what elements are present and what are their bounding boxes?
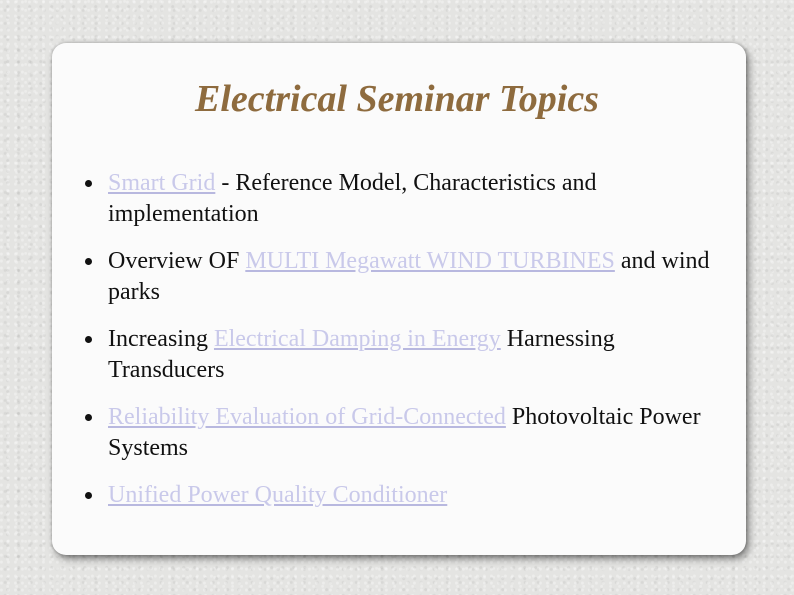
bullet-item-wind-turbines	[88, 246, 728, 308]
bullet-text: - Reference Model, Characteristics and implementation	[108, 170, 597, 227]
link-electrical-damping[interactable]: Electrical Damping in Energy	[213, 326, 501, 352]
bullet-item-upqc	[88, 480, 728, 511]
link-wind-turbines[interactable]: MULTI Megawatt WIND TURBINES	[245, 248, 615, 274]
bullet-item-smart-grid	[88, 168, 728, 230]
bullet-text-after: Harnessing Transducers	[108, 326, 615, 383]
bullet-list	[88, 168, 728, 527]
bullet-item-reliability	[88, 402, 728, 464]
bullet-item-electrical-damping	[88, 324, 728, 386]
bullet-dot-icon	[85, 180, 92, 187]
link-unified-power-quality[interactable]: Unified Power Quality Conditioner	[108, 482, 448, 508]
bullet-dot-icon	[85, 414, 92, 421]
bullet-text-before: Increasing	[108, 326, 214, 352]
bullet-dot-icon	[85, 258, 92, 265]
bullet-dot-icon	[85, 492, 92, 499]
bullet-dot-icon	[85, 336, 92, 343]
link-reliability-evaluation[interactable]: Reliability Evaluation of Grid-Connected	[108, 404, 506, 430]
slide-title: Electrical Seminar Topics	[195, 78, 599, 120]
bullet-text-before: Overview OF	[108, 248, 246, 274]
link-smart-grid[interactable]: Smart Grid	[108, 170, 216, 196]
bullet-text-after: and wind parks	[108, 248, 710, 305]
bullet-text-after: Photovoltaic Power Systems	[108, 404, 701, 461]
